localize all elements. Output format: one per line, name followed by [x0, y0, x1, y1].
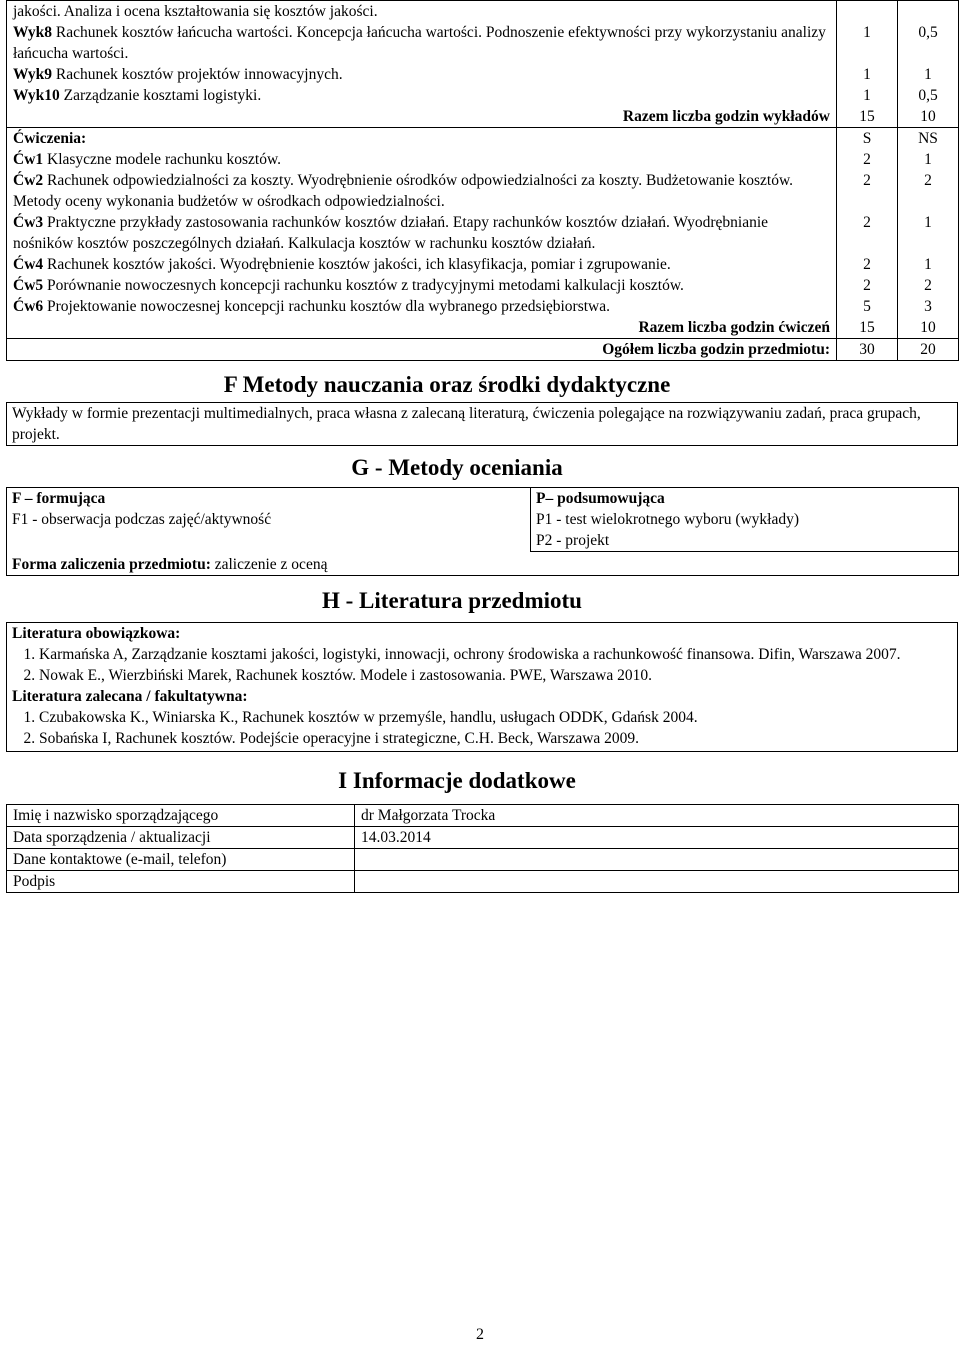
formative-heading: F – formująca: [12, 490, 106, 507]
recommended-literature-label: Literatura zalecana / fakultatywna:: [12, 688, 248, 705]
exercise-row: Ćw2 Rachunek odpowiedzialności za koszty. Wyodrębnienie ośrodków odpowiedzialności za koszty. Budżetowanie kosztów. Metody oceny wykonania budżetów w ośrodkach odpowiedzialności. 2 2: [7, 170, 959, 212]
required-literature-label: Literatura obowiązkowa:: [12, 625, 181, 642]
exercise-total-row: Razem liczba godzin ćwiczeń 15 10: [7, 317, 959, 339]
literature-item: 2. Sobańska I, Rachunek kosztów. Podejście operacyjne i strategiczne, C.H. Beck, Warszawa 2009.: [39, 728, 952, 749]
info-row: Dane kontaktowe (e-mail, telefon): [7, 849, 959, 871]
summative-heading: P– podsumowująca: [536, 490, 665, 507]
exercise-row: Ćw4 Rachunek kosztów jakości. Wyodrębnienie kosztów jakości, ich klasyfikacja, pomiar i zgrupowanie. 2 1: [7, 254, 959, 275]
exercise-row: Ćw5 Porównanie nowoczesnych koncepcji rachunku kosztów z tradycyjnymi metodami kalkulacji kosztów. 2 2: [7, 275, 959, 296]
literature-box: [6, 622, 958, 752]
formative-item: F1 - obserwacja podczas zajęć/aktywność: [12, 511, 272, 528]
exercise-row: Ćw6 Projektowanie nowoczesnej koncepcji rachunku kosztów dla wybranego przedsiębiorstwa. 5 3: [7, 296, 959, 317]
form-of-credit: Forma zaliczenia przedmiotu: zaliczenie z oceną: [7, 552, 959, 576]
literature-item: 1. Karmańska A, Zarządzanie kosztami jakości, logistyki, innowacji, ochrony środowiska a rachunkowość finansowa. Difin, Warszawa 2007.: [39, 644, 952, 665]
info-row: Data sporządzenia / aktualizacji 14.03.2014: [7, 827, 959, 849]
exercise-header-row: Ćwiczenia: S NS: [7, 128, 959, 150]
summative-item: P2 - projekt: [536, 532, 610, 549]
exercise-row: Ćw3 Praktyczne przykłady zastosowania rachunków kosztów działań. Etapy rachunków kosztów działań. Wyodrębnianie nośników kosztów poszczególnych działań. Kalkulacja kosztów w rachunku kosztów działań. 2 1: [7, 212, 959, 254]
page-number: 2: [476, 1326, 484, 1343]
section-i-title: I Informacje dodatkowe: [338, 768, 576, 793]
document-page: [6, 0, 958, 893]
literature-item: 1. Czubakowska K., Winiarska K., Rachunek kosztów w przemyśle, handlu, usługach ODDK, Gdańsk 2004.: [39, 707, 952, 728]
hours-table: [6, 0, 959, 361]
info-row: Imię i nazwisko sporządzającego dr Małgorzata Trocka: [7, 805, 959, 827]
lecture-cont-text: jakości. Analiza i ocena kształtowania się kosztów jakości.: [7, 1, 837, 23]
section-h-title: H - Literatura przedmiotu: [322, 588, 582, 613]
lecture-row: Wyk9 Rachunek kosztów projektów innowacyjnych. 1 1: [7, 64, 959, 85]
overall-total-row: Ogółem liczba godzin przedmiotu: 30 20: [7, 339, 959, 361]
required-literature-list: [12, 644, 952, 686]
literature-item: 2. Nowak E., Wierzbiński Marek, Rachunek kosztów. Modele i zastosowania. PWE, Warszawa 2010.: [39, 665, 952, 686]
lecture-row: Wyk10 Zarządzanie kosztami logistyki. 1 0,5: [7, 85, 959, 106]
assessment-table: [6, 487, 959, 576]
recommended-literature-list: [12, 707, 952, 749]
lecture-row: Wyk8 Rachunek kosztów łańcucha wartości. Koncepcja łańcucha wartości. Podnoszenie efektywności przy wykorzystaniu analizy łańcucha wartości. 1 0,5: [7, 22, 959, 64]
exercise-row: Ćw1 Klasyczne modele rachunku kosztów. 2 1: [7, 149, 959, 170]
section-f-title: F Metody nauczania oraz środki dydaktyczne: [223, 372, 671, 397]
section-g-title: G - Metody oceniania: [351, 455, 563, 480]
summative-item: P1 - test wielokrotnego wyboru (wykłady): [536, 511, 800, 528]
additional-info-table: [6, 804, 959, 893]
section-f-text: Wykłady w formie prezentacji multimedialnych, praca własna z zalecaną literaturą, ćwiczenia polegające na rozwiązywaniu zadań, praca grupach, projekt.: [6, 402, 958, 446]
info-row: Podpis: [7, 871, 959, 893]
lecture-total-row: Razem liczba godzin wykładów 15 10: [7, 106, 959, 128]
